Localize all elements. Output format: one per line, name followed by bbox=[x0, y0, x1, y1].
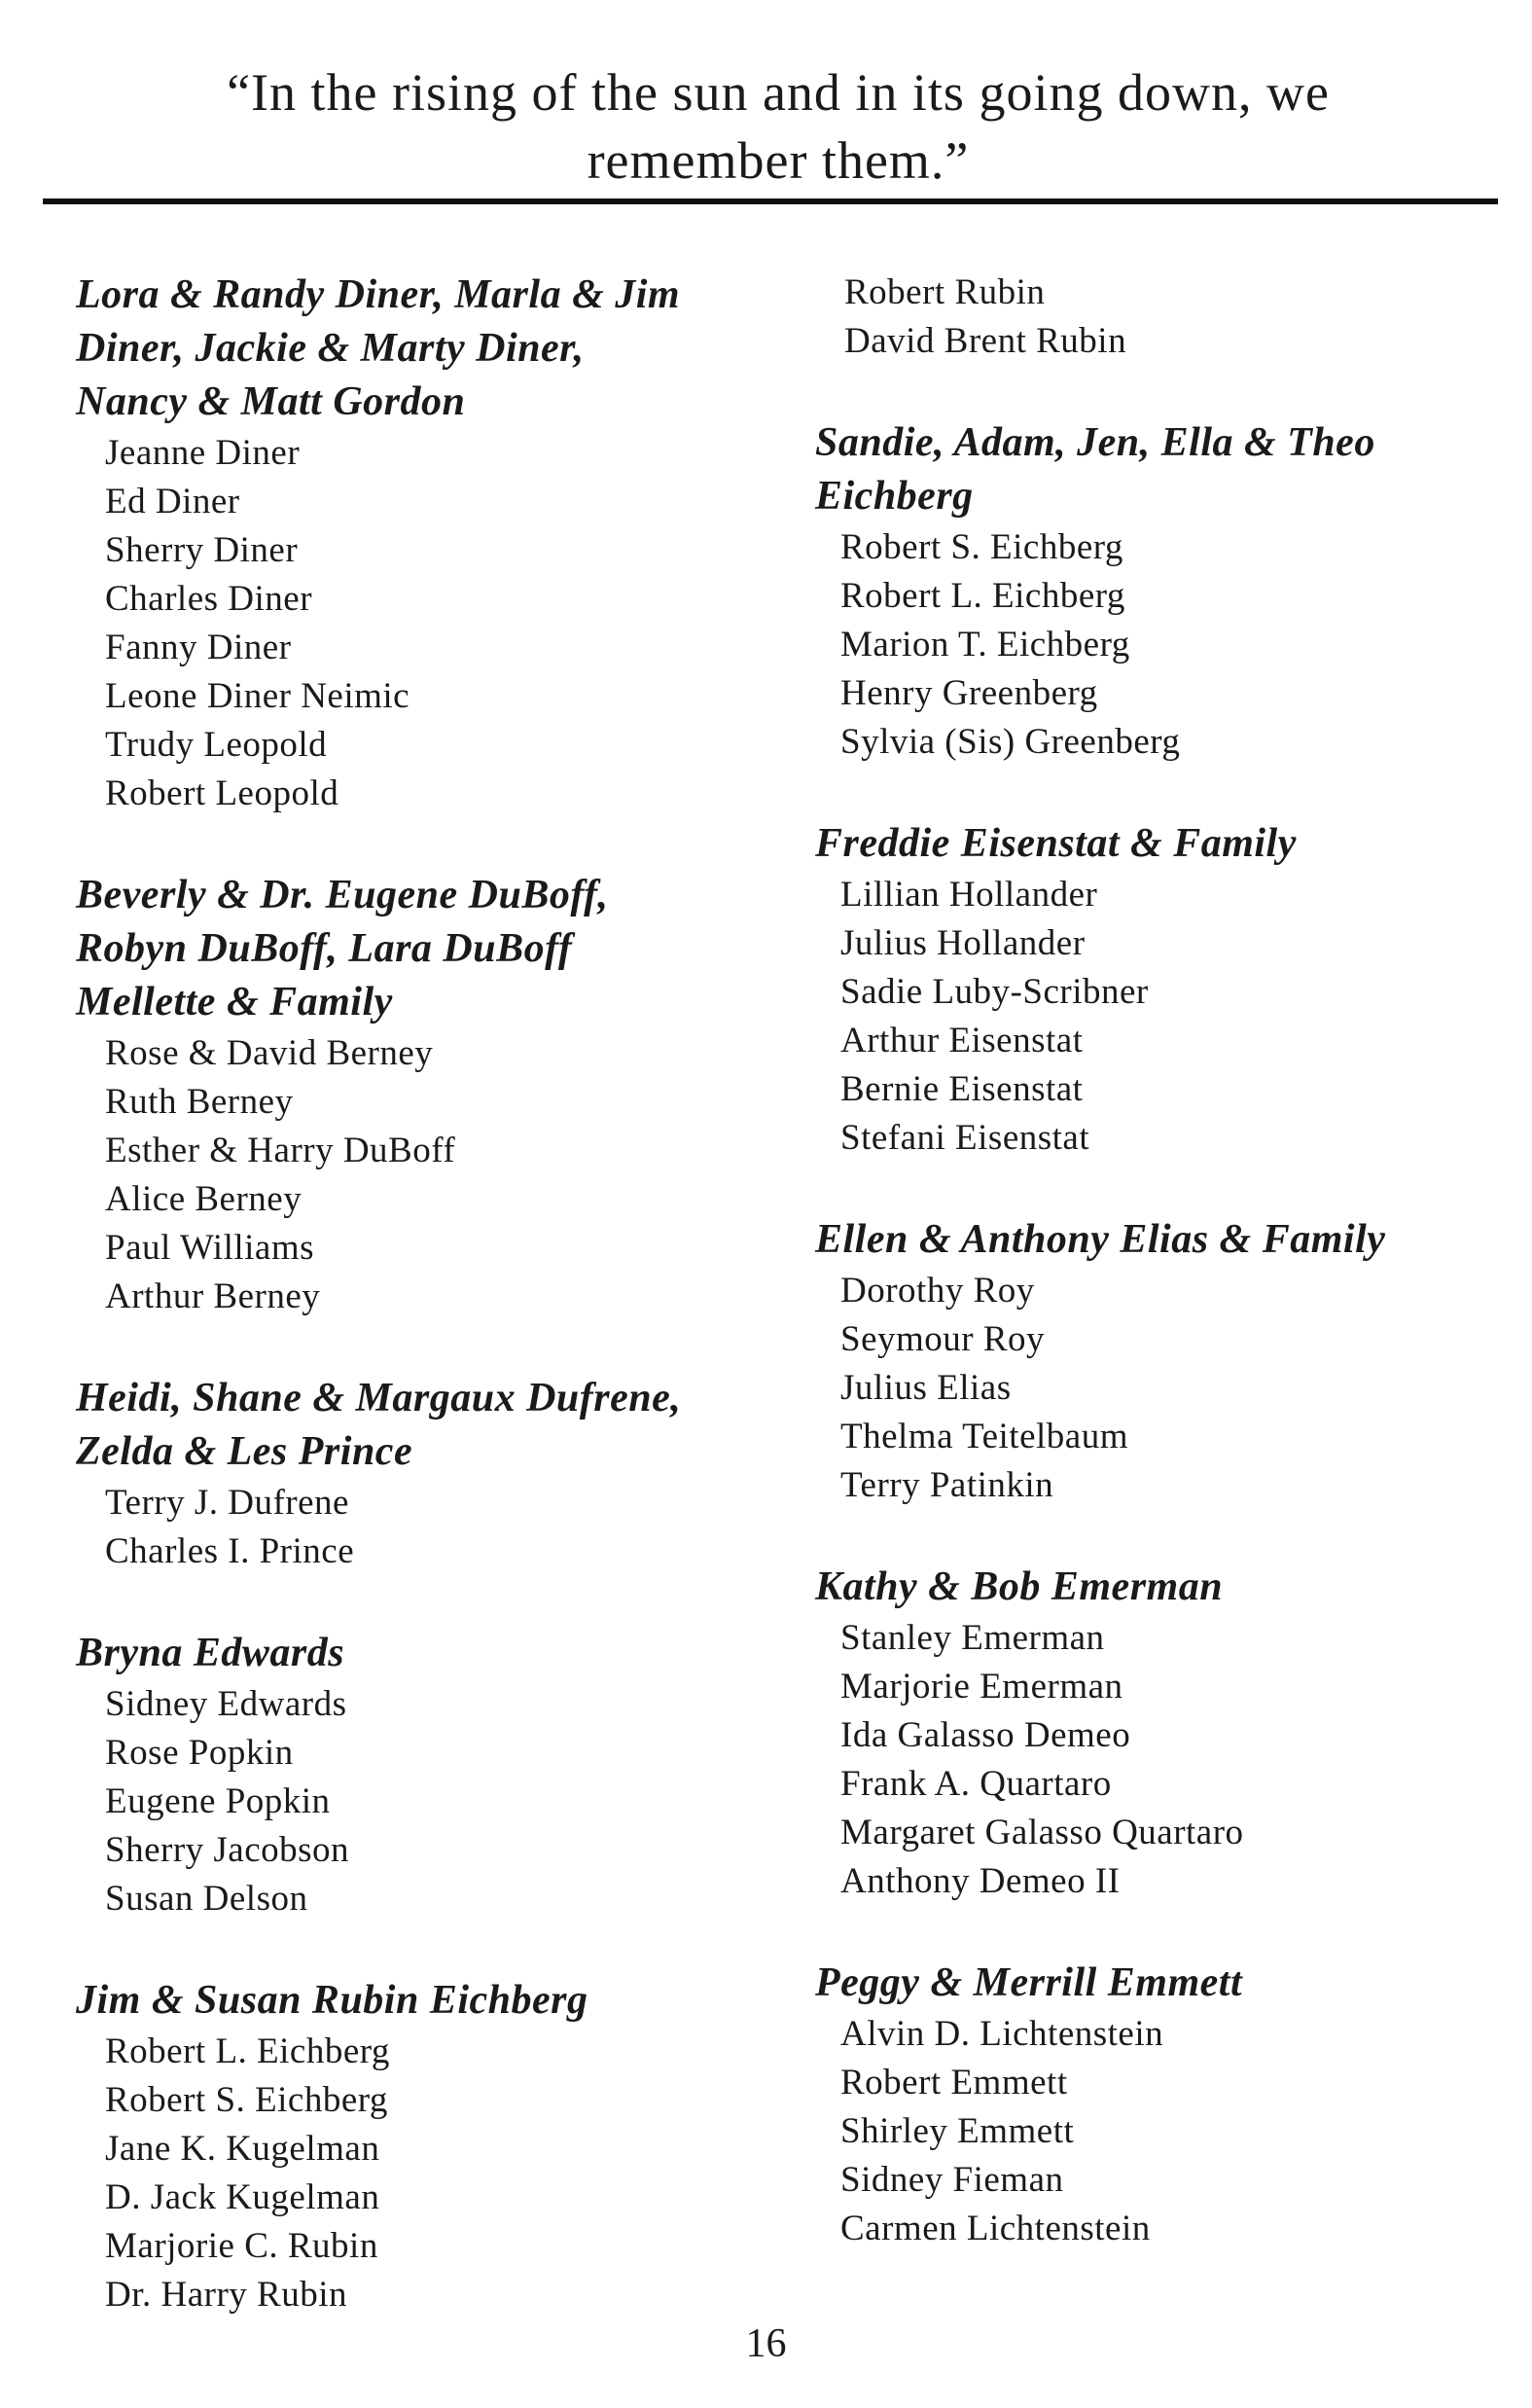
header-divider bbox=[43, 198, 1498, 204]
family-heading-line: Ellen & Anthony Elias & Family bbox=[815, 1217, 1386, 1262]
remembered-name: Fanny Diner bbox=[105, 628, 292, 667]
family-heading-line: Peggy & Merrill Emmett bbox=[815, 1960, 1243, 2005]
remembered-name: Robert S. Eichberg bbox=[105, 2080, 388, 2120]
memorial-quote bbox=[78, 58, 1479, 195]
remembered-name: Robert Rubin bbox=[844, 272, 1046, 312]
remembered-name: Terry J. Dufrene bbox=[105, 1483, 349, 1523]
family-heading-line: Lora & Randy Diner, Marla & Jim bbox=[76, 272, 681, 317]
remembered-name: Seymour Roy bbox=[840, 1319, 1046, 1359]
page-number: 16 bbox=[745, 2321, 787, 2366]
remembered-name: Esther & Harry DuBoff bbox=[105, 1131, 456, 1170]
continued-names bbox=[815, 269, 1496, 366]
remembered-name: Marjorie C. Rubin bbox=[105, 2226, 378, 2266]
right-column bbox=[815, 269, 1496, 2304]
remembered-name: D. Jack Kugelman bbox=[105, 2177, 380, 2217]
remembered-name: Dorothy Roy bbox=[840, 1271, 1035, 1311]
remembered-name: Ida Galasso Demeo bbox=[840, 1715, 1131, 1755]
remembered-name: Sadie Luby-Scribner bbox=[840, 972, 1149, 1012]
quote-line-2: remember them.” bbox=[587, 131, 970, 190]
family-heading-line: Mellette & Family bbox=[76, 980, 393, 1024]
remembered-name: Stanley Emerman bbox=[840, 1618, 1105, 1658]
remembered-name: Arthur Berney bbox=[105, 1276, 321, 1316]
remembered-name: Dr. Harry Rubin bbox=[105, 2275, 347, 2315]
remembered-name: Sidney Edwards bbox=[105, 1684, 347, 1724]
family-heading-line: Bryna Edwards bbox=[76, 1631, 345, 1675]
family-group bbox=[76, 269, 801, 818]
family-heading-line: Eichberg bbox=[815, 474, 974, 519]
family-group bbox=[815, 817, 1496, 1163]
family-group bbox=[76, 1372, 801, 1576]
remembered-name: Carmen Lichtenstein bbox=[840, 2209, 1151, 2248]
remembered-name: Henry Greenberg bbox=[840, 673, 1098, 713]
family-heading-line: Kathy & Bob Emerman bbox=[815, 1564, 1224, 1609]
family-group bbox=[76, 1974, 801, 2319]
remembered-name: Robert Emmett bbox=[840, 2063, 1068, 2103]
remembered-name: Sherry Jacobson bbox=[105, 1830, 350, 1870]
remembered-name: Eugene Popkin bbox=[105, 1781, 331, 1821]
remembered-name: Alvin D. Lichtenstein bbox=[840, 2014, 1164, 2054]
family-heading-line: Nancy & Matt Gordon bbox=[76, 379, 466, 424]
remembered-name: David Brent Rubin bbox=[844, 321, 1127, 361]
remembered-name: Marion T. Eichberg bbox=[840, 625, 1130, 665]
remembered-name: Robert S. Eichberg bbox=[840, 527, 1123, 567]
remembered-name: Ruth Berney bbox=[105, 1082, 294, 1122]
family-group bbox=[76, 869, 801, 1321]
family-heading-line: Freddie Eisenstat & Family bbox=[815, 821, 1297, 866]
family-heading-line: Jim & Susan Rubin Eichberg bbox=[76, 1978, 588, 2023]
family-heading-line: Diner, Jackie & Marty Diner, bbox=[76, 326, 585, 371]
family-heading-line: Robyn DuBoff, Lara DuBoff bbox=[76, 926, 573, 971]
remembered-name: Lillian Hollander bbox=[840, 875, 1098, 915]
family-group bbox=[815, 1561, 1496, 1906]
family-heading-line: Beverly & Dr. Eugene DuBoff, bbox=[76, 873, 609, 917]
family-heading-line: Heidi, Shane & Margaux Dufrene, bbox=[76, 1376, 682, 1420]
remembered-name: Leone Diner Neimic bbox=[105, 676, 410, 716]
remembered-name: Julius Hollander bbox=[840, 923, 1086, 963]
remembered-name: Sylvia (Sis) Greenberg bbox=[840, 722, 1181, 762]
remembered-name: Sherry Diner bbox=[105, 530, 299, 570]
remembered-name: Thelma Teitelbaum bbox=[840, 1417, 1128, 1456]
remembered-name: Terry Patinkin bbox=[840, 1465, 1054, 1505]
remembered-name: Robert Leopold bbox=[105, 773, 339, 813]
remembered-name: Stefani Eisenstat bbox=[840, 1118, 1090, 1158]
family-group bbox=[815, 416, 1496, 767]
remembered-name: Shirley Emmett bbox=[840, 2111, 1075, 2151]
remembered-name: Jeanne Diner bbox=[105, 433, 301, 473]
remembered-name: Susan Delson bbox=[105, 1879, 308, 1919]
remembered-name: Robert L. Eichberg bbox=[105, 2031, 390, 2071]
family-heading-line: Sandie, Adam, Jen, Ella & Theo bbox=[815, 420, 1375, 465]
remembered-name: Paul Williams bbox=[105, 1228, 315, 1268]
remembered-name: Robert L. Eichberg bbox=[840, 576, 1125, 616]
remembered-name: Margaret Galasso Quartaro bbox=[840, 1813, 1244, 1852]
family-group bbox=[815, 1213, 1496, 1510]
remembered-name: Anthony Demeo II bbox=[840, 1861, 1121, 1901]
remembered-name: Arthur Eisenstat bbox=[840, 1021, 1084, 1060]
family-group bbox=[815, 1957, 1496, 2253]
family-heading-line: Zelda & Les Prince bbox=[76, 1429, 413, 1474]
remembered-name: Charles I. Prince bbox=[105, 1531, 355, 1571]
remembered-name: Marjorie Emerman bbox=[840, 1667, 1123, 1707]
remembered-name: Frank A. Quartaro bbox=[840, 1764, 1112, 1804]
remembered-name: Jane K. Kugelman bbox=[105, 2129, 380, 2169]
quote-line-1: “In the rising of the sun and in its going down, we bbox=[227, 63, 1330, 122]
family-group bbox=[76, 1627, 801, 1923]
remembered-name: Charles Diner bbox=[105, 579, 313, 619]
remembered-name: Ed Diner bbox=[105, 482, 240, 521]
remembered-name: Rose & David Berney bbox=[105, 1033, 434, 1073]
remembered-name: Trudy Leopold bbox=[105, 725, 328, 765]
remembered-name: Rose Popkin bbox=[105, 1733, 294, 1773]
left-column bbox=[76, 269, 801, 2370]
remembered-name: Bernie Eisenstat bbox=[840, 1069, 1084, 1109]
remembered-name: Alice Berney bbox=[105, 1179, 303, 1219]
remembered-name: Julius Elias bbox=[840, 1368, 1012, 1408]
remembered-name: Sidney Fieman bbox=[840, 2160, 1064, 2200]
